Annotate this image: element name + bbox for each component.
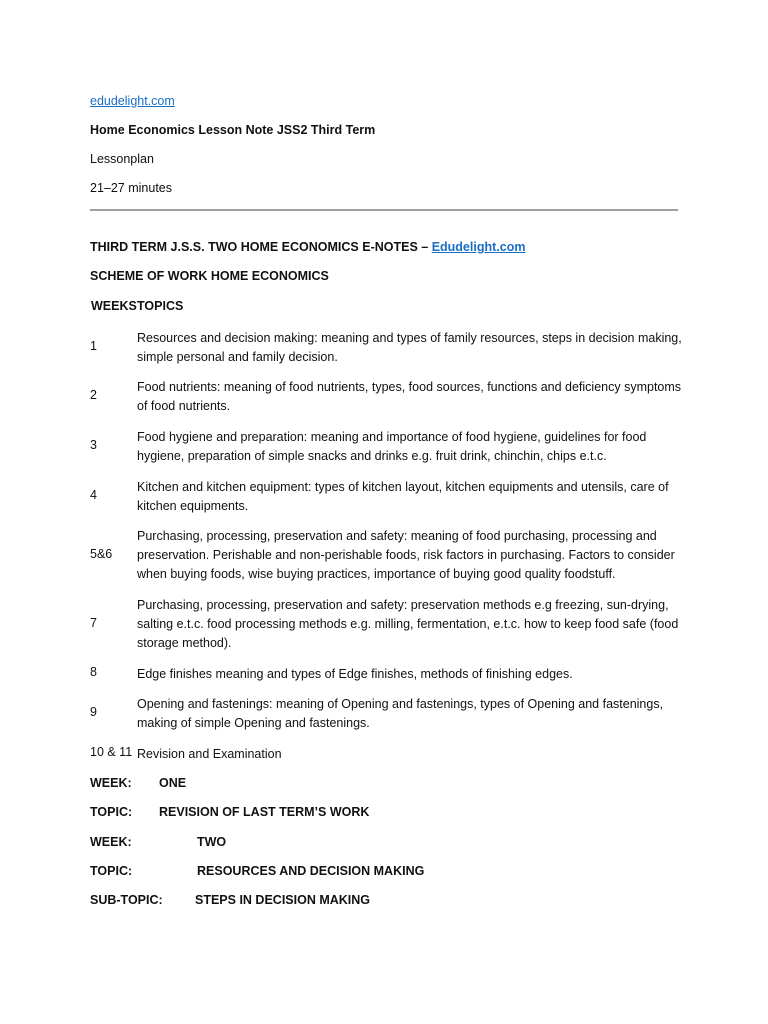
topic-cell: Opening and fastenings: meaning of Opening and fastenings, types of Opening and fastenings, making of simple Opening and fastenings.: [137, 697, 664, 730]
topic-value: REVISION OF LAST TERM’S WORK: [159, 805, 370, 819]
topic-cell: Revision and Examination: [137, 747, 282, 761]
week-cell: 10 & 11: [90, 745, 133, 759]
subtopic-value: STEPS IN DECISION MAKING: [195, 893, 371, 907]
topic-cell: Food nutrients: meaning of food nutrients, types, food sources, functions and deficiency symptoms of food nutrients.: [137, 380, 682, 413]
week-label: WEEK:: [90, 835, 132, 849]
week-label: WEEK:: [90, 776, 132, 790]
notes-heading-text: THIRD TERM J.S.S. TWO HOME ECONOMICS E-NOTES –: [90, 240, 432, 254]
topic-cell: Resources and decision making: meaning and types of family resources, steps in decision making, simple personal and family decision.: [137, 331, 682, 364]
subtopic-label: SUB-TOPIC:: [90, 893, 163, 907]
scheme-title: SCHEME OF WORK HOME ECONOMICS: [90, 269, 329, 283]
topic-cell: Purchasing, processing, preservation and safety: meaning of food purchasing, processing and preservation. Perishable and non-perishable foods, risk factors in purchasing. Factors to consider when buying foods, wise buying practices, importance of buying good quality foodstuff.: [137, 529, 675, 581]
category-label: Lessonplan: [90, 152, 154, 166]
week-cell: 8: [90, 665, 97, 679]
week-value: ONE: [159, 776, 187, 790]
topic-cell: Kitchen and kitchen equipment: types of kitchen layout, kitchen equipments and utensils, care of kitchen equipments.: [137, 480, 669, 513]
week-cell: 4: [90, 488, 97, 502]
week-cell: 7: [90, 616, 97, 630]
week-cell: 3: [90, 438, 97, 452]
week-cell: 5&6: [90, 547, 113, 561]
document-title: Home Economics Lesson Note JSS2 Third Term: [90, 123, 376, 137]
week-cell: 9: [90, 705, 97, 719]
week-value: TWO: [197, 835, 227, 849]
divider: [90, 209, 678, 211]
notes-heading-link[interactable]: Edudelight.com: [431, 240, 526, 254]
topic-label: TOPIC:: [90, 805, 133, 819]
topics-column-header: TOPICS: [137, 299, 184, 313]
weeks-column-header: WEEKS: [91, 299, 137, 313]
read-time: 21–27 minutes: [90, 181, 173, 195]
topic-label: TOPIC:: [90, 864, 133, 878]
topic-value: RESOURCES AND DECISION MAKING: [197, 864, 425, 878]
week-cell: 2: [90, 388, 97, 402]
notes-heading: [90, 240, 525, 254]
site-link[interactable]: edudelight.com: [90, 94, 175, 108]
topic-cell: Food hygiene and preparation: meaning and importance of food hygiene, guidelines for food hygiene, preparation of simple snacks and drinks e.g. fruit drink, chinchin, chips e.t.c.: [137, 430, 647, 463]
topic-cell: Edge finishes meaning and types of Edge finishes, methods of finishing edges.: [137, 667, 573, 681]
topic-cell: Purchasing, processing, preservation and safety: preservation methods e.g freezing, sun-drying, salting e.t.c. food processing methods e.g. milling, fermentation, e.t.c. how to keep food safe (food storage method).: [137, 598, 679, 650]
week-cell: 1: [90, 339, 97, 353]
